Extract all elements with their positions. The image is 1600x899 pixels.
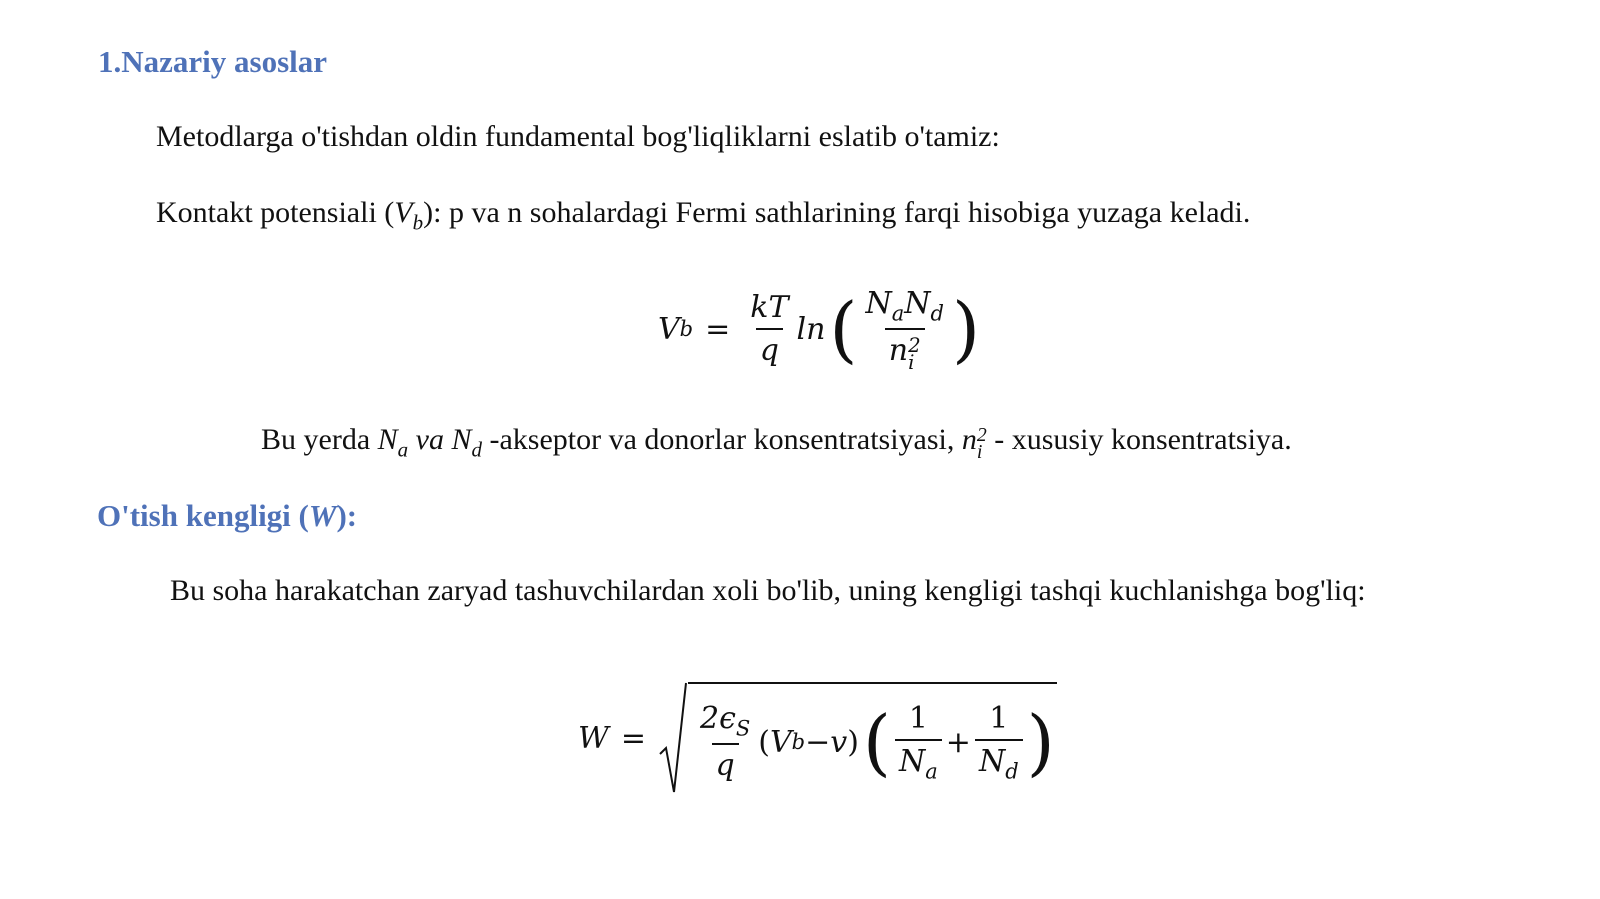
eq-w-denominator: q <box>712 743 739 783</box>
eq-vb-inner-numerator: $N_aN_d$ <box>865 285 944 326</box>
na-subscript: a <box>397 437 409 462</box>
width-description: Bu soha harakatchan zaryad tashuvchilardan xoli bo'lib, uning kengligi tashqi kuchlanishga bog'liq: <box>170 574 1366 607</box>
eq-w-fraction <box>696 701 754 783</box>
eq-w-radicand: $\frac{2\epsilon_S}{q}$ ( V b − v ) ( $\frac{1}{N_a}$ + $\frac{1}{N_d}$ ) <box>688 682 1057 794</box>
eq-w-paren-close: ) <box>1026 700 1055 784</box>
eq-w-vb: V <box>769 724 792 760</box>
eq-w-lhs: W <box>578 720 609 756</box>
vb-symbol: V <box>394 196 413 229</box>
eq-vb-lhs-sub: b <box>679 317 694 341</box>
section-title: 1.Nazariy asoslar <box>98 44 328 79</box>
eq-w-plus: + <box>945 724 971 760</box>
vb-subscript: b <box>412 210 424 235</box>
ni-symbol: n <box>961 423 977 456</box>
ni-scripts: 2 i <box>976 424 987 463</box>
eq-w-paren-open: ( <box>862 700 892 784</box>
eq-w-sqrt <box>658 682 1057 794</box>
eq-w-frac-na: $\frac{1}{N_a}$ <box>895 701 942 783</box>
eq-w-numerator: $2\epsilon_S$ <box>699 700 751 741</box>
eq-vb-paren-open: ( <box>829 287 858 371</box>
nd-symbol: N <box>451 423 472 456</box>
eq-vb-inner-denominator: n 2 i <box>885 328 925 372</box>
eq-vb-equals: = <box>705 311 731 347</box>
eq-vb-fraction <box>746 290 792 368</box>
eq-vb-numerator: kT <box>750 290 789 325</box>
contact-potential-paragraph <box>156 196 1250 235</box>
eq-vb-paren-close: ) <box>951 287 981 371</box>
equation-depletion-width <box>578 682 1057 794</box>
eq-vb-denominator: q <box>756 328 783 368</box>
nd-subscript: d <box>471 437 482 462</box>
contact-potential-prefix: Kontakt potensiali ( <box>156 196 395 229</box>
eq-w-frac-nd: $\frac{1}{N_d}$ <box>975 701 1023 783</box>
explanation-line <box>261 423 1292 462</box>
explanation-prefix: Bu yerda <box>261 423 378 456</box>
eq-vb-ln: ln <box>796 311 826 347</box>
explanation-suffix: - xususiy konsentratsiya. <box>986 423 1292 456</box>
eq-w-equals: = <box>620 720 646 756</box>
contact-potential-suffix: ): p va n sohalardagi Fermi sathlarining farqi hisobiga yuzaga keladi. <box>423 196 1251 229</box>
na-symbol: N <box>377 423 398 456</box>
eq-vb-lhs: V <box>658 311 680 347</box>
intro-paragraph: Metodlarga o'tishdan oldin fundamental bog'liqliklarni eslatib o'tamiz: <box>156 120 1000 153</box>
eq-vb-inner-fraction <box>861 285 947 375</box>
va-word: va <box>408 423 452 456</box>
equation-contact-potential <box>658 283 980 375</box>
sqrt-radical-icon <box>658 682 688 794</box>
w-symbol: W <box>308 498 337 533</box>
explanation-middle: -akseptor va donorlar konsentratsiyasi, <box>482 423 962 456</box>
width-heading: O'tish kengligi (W): <box>97 498 358 533</box>
